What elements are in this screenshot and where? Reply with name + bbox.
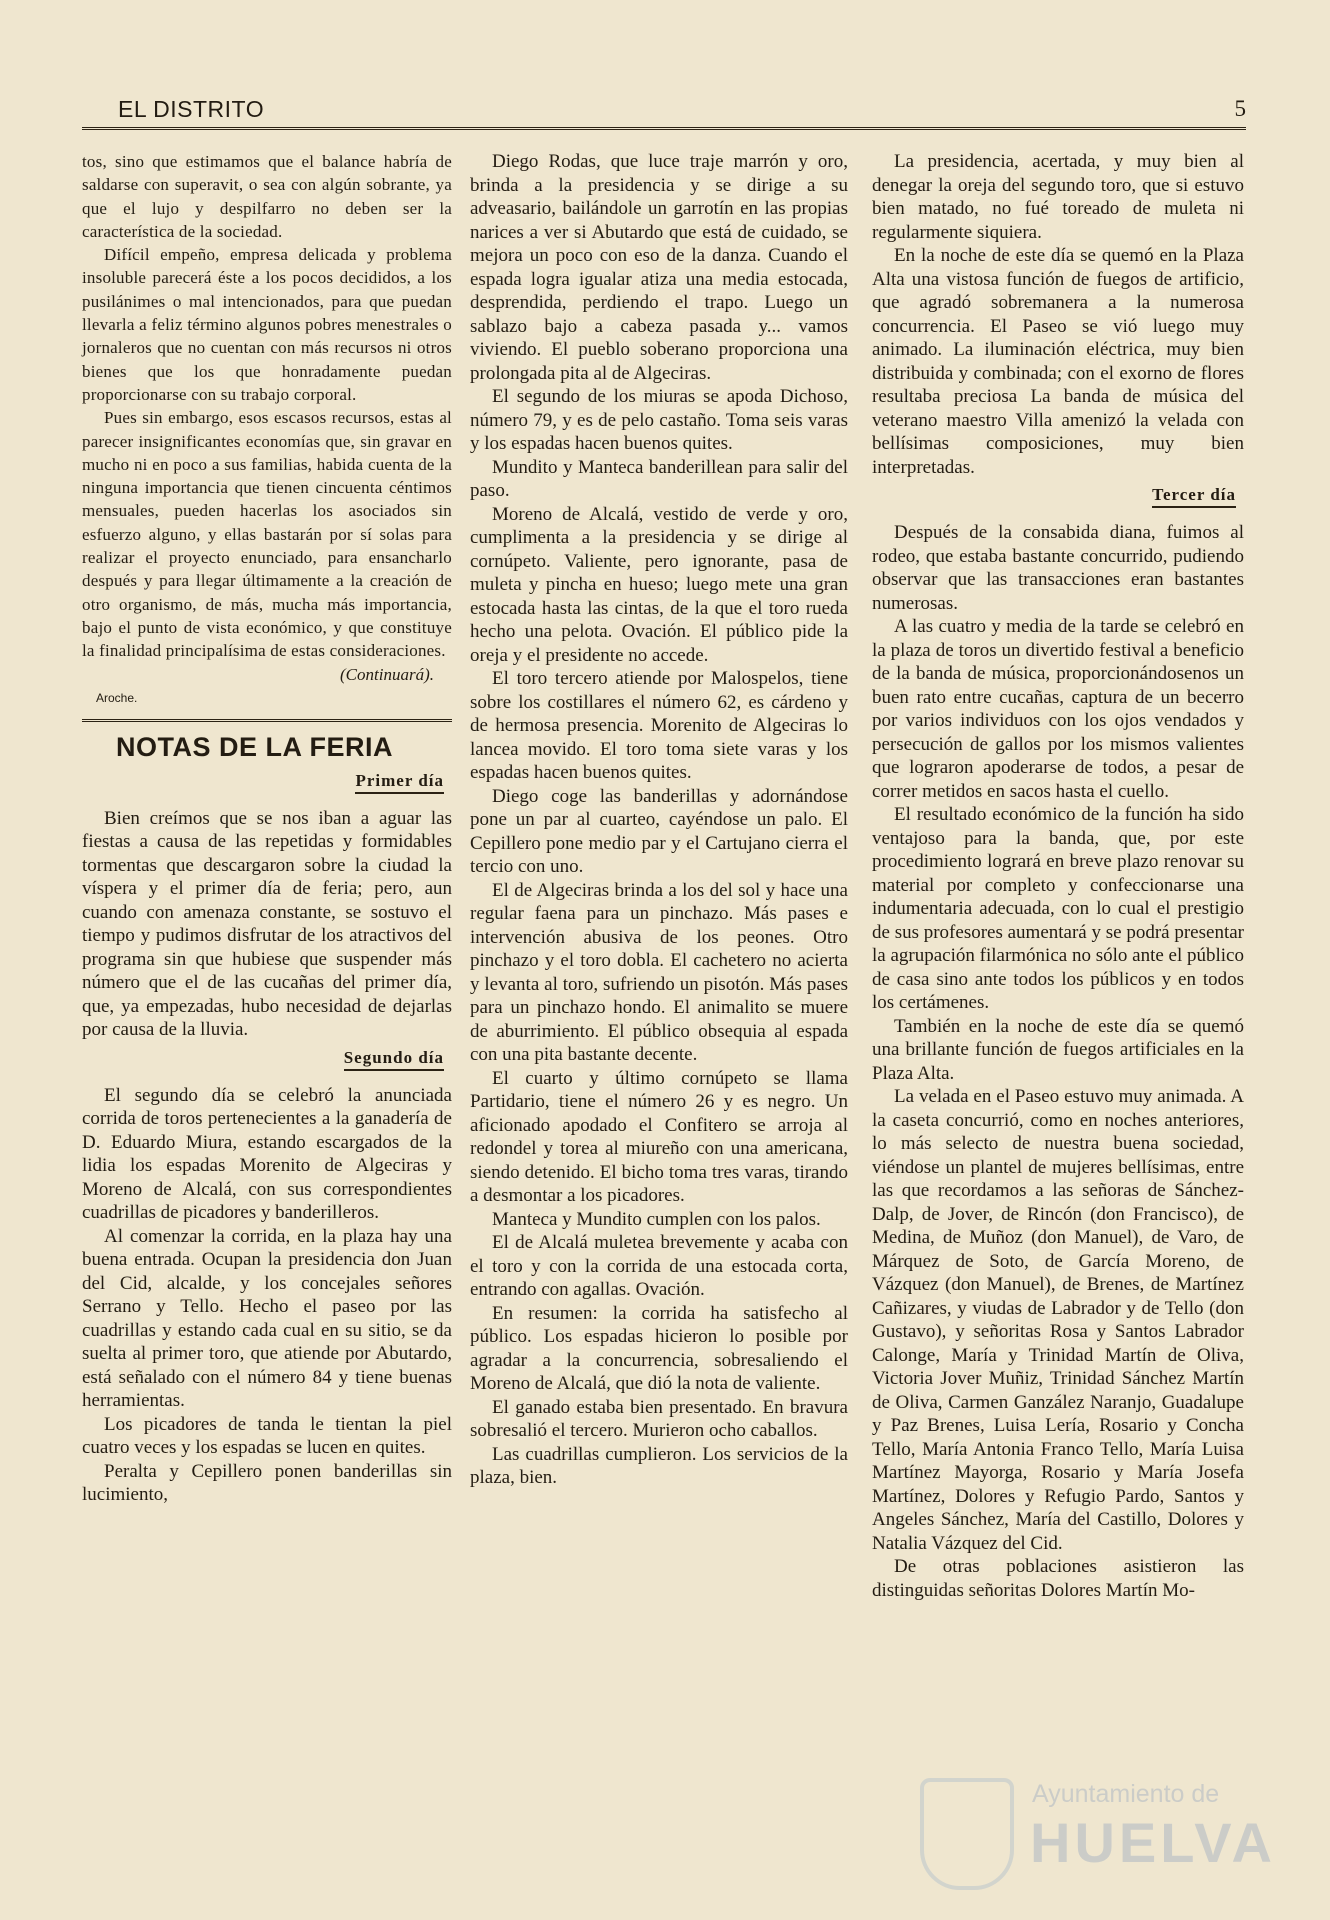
- paragraph: El de Alcalá muletea brevemente y acaba con el toro y con la corrida de una estocada corta, entrando con agallas. Ovación.: [470, 1232, 848, 1300]
- paragraph: De otras poblaciones asistieron las distinguidas señoritas Dolores Martín Mo-: [872, 1556, 1244, 1601]
- city-shield-icon: [920, 1778, 1014, 1890]
- paragraph: Pues sin embargo, esos escasos recursos, estas al parecer insignificantes economías que, sin gravar en mucho ni en poco a sus familias, habida cuenta de la ninguna importancia que tienen cincuenta céntimos mensuales, pueden hacerlas los asociados sin esfuerzo alguno, y ellas bastarán por sí solas para realizar el proyecto enunciado, para ensancharlo después y para llegar últimamente a la creación de otro organismo, de más, mucha más importancia, bajo el punto de vista económico, y que constituye la finalidad principalísima de estas consideraciones.: [82, 408, 452, 661]
- paragraph: Al comenzar la corrida, en la plaza hay una buena entrada. Ocupan la presidencia don Juan del Cid, alcalde, y los concejales señores Serrano y Tello. Hecho el paseo por las cuadrillas y estando cada cual en su sitio, se da suelta al primer toro, que atiende por Abutardo, está señalado con el número 84 y tiene buenas herramientas.: [82, 1225, 452, 1412]
- paragraph: Moreno de Alcalá, vestido de verde y oro, cumplimenta a la presidencia y se dirige al cornúpeto. Valiente, pero ignorante, pasa de muleta y pincha en hueso; luego mete una gran estocada hasta las cintas, de la que el toro rueda hecho una pelota. Ovación. El público pide la oreja y el presidente no accede.: [470, 503, 848, 666]
- paragraph: La presidencia, acertada, y muy bien al denegar la oreja del segundo toro, que si estuvo bien matado, no fué toreado de muleta ni regularmente siquiera.: [872, 151, 1244, 243]
- paragraph: tos, sino que estimamos que el balance habría de saldarse con superavit, o sea con algún sobrante, ya que el lujo y despilfarro no deben ser la característica de la sociedad.: [82, 152, 452, 241]
- paragraph: El de Algeciras brinda a los del sol y hace una regular faena para un pinchazo. Más pases e intervención abusiva de los peones. Otro pinchazo y el toro dobla. El cachetero no acierta y levanta al toro, sufriendo un pisotón. Más pases para un pinchazo hondo. El animalito se muere de aburrimiento. El público obsequia al espada con una pita bastante decente.: [470, 879, 848, 1065]
- subhead-first-day: [82, 771, 444, 791]
- page-number: 5: [1234, 96, 1246, 121]
- header-rule: [82, 127, 1246, 130]
- subhead-second-day: [82, 1048, 444, 1068]
- archive-watermark: [920, 1770, 1276, 1890]
- column-3: [872, 150, 1244, 1602]
- subhead-label: Tercer día: [1152, 485, 1236, 508]
- paragraph: El toro tercero atiende por Malospelos, tiene sobre los costillares el número 62, es cárdeno y de hermosa presencia. Morenito de Algeciras lo lancea movido. El toro toma siete varas y los espadas hacen buenos quites.: [470, 668, 848, 783]
- paragraph: Los picadores de tanda le tientan la piel cuatro veces y los espadas se lucen en quites.: [82, 1413, 452, 1459]
- section-rule: [82, 719, 452, 722]
- paragraph: Peralta y Cepillero ponen banderillas sin lucimiento,: [82, 1460, 452, 1506]
- paragraph: El segundo de los miuras se apoda Dichoso, número 79, y es de pelo castaño. Toma seis varas y los espadas hacen buenos quites.: [470, 386, 848, 454]
- subhead-third-day: [872, 485, 1236, 505]
- column-2: [470, 150, 848, 1490]
- paragraph: En la noche de este día se quemó en la Plaza Alta una vistosa función de fuegos de artificio, que agradó sobremanera a la numerosa concurrencia. El Paseo se vió luego muy animado. La iluminación eléctrica, muy bien distribuida y combinada; con el exorno de flores resultaba preciosa La banda de música del veterano maestro Villa amenizó la velada con bellísimas composiciones, muy bien interpretadas.: [872, 245, 1244, 478]
- paragraph: Difícil empeño, empresa delicada y problema insoluble parecerá éste a los pocos decididos, a los pusilánimes o mal intencionados, para que puedan llevarla a feliz término algunos pobres menestrales o jornaleros que no cuentan con más recursos ni otros bienes que los que honradamente puedan proporcionarse con su trabajo corporal.: [82, 245, 452, 404]
- section-title: NOTAS DE LA FERIA: [116, 731, 393, 762]
- watermark-subtitle: Ayuntamiento de: [1032, 1780, 1220, 1808]
- paragraph: El resultado económico de la función ha sido ventajoso para la banda, que, por este procedimiento logrará en breve plazo renovar su material por completo y confeccionarse una indumentaria adecuada, con lo cual el prestigio de sus profesores aumentará y se podrá presentar la agrupación filarmónica no sólo ante el público de casa sino ante todos los públicos y en todos los certámenes.: [872, 804, 1244, 1013]
- paragraph: Diego coge las banderillas y adornándose pone un par al cuarteo, cayéndose un palo. El Cepillero pone medio par y el Cartujano cierra el tercio con uno.: [470, 785, 848, 877]
- paragraph: El cuarto y último cornúpeto se llama Partidario, tiene el número 26 y es negro. Un aficionado apodado el Confitero se arroja al redondel y torea al miureño con una americana, siendo detenido. El bicho toma tres varas, tirando a desmontar a los picadores.: [470, 1067, 848, 1206]
- subhead-label: Segundo día: [344, 1048, 444, 1071]
- page-header: [82, 96, 1246, 126]
- subhead-label: Primer día: [355, 771, 444, 794]
- paragraph: A las cuatro y media de la tarde se celebró en la plaza de toros un divertido festival a beneficio de la banda de música, proporcionándosenos un buen rato entre cucañas, captura de un becerro por varios individuos con los ojos vendados y persecución de gallos por los mismos valientes que lograron apoderarse de todos, a pesar de correr metidos en sacos hasta el cuello.: [872, 616, 1244, 802]
- column-1: [82, 150, 452, 1507]
- newspaper-title: EL DISTRITO: [118, 96, 265, 122]
- continued-article: [82, 150, 452, 705]
- continuation-note: (Continuará).: [340, 664, 434, 684]
- paragraph: El segundo día se celebró la anunciada corrida de toros pertenecientes a la ganadería de D. Eduardo Miura, estando escargados de la lidia los espadas Morenito de Algeciras y Moreno de Alcalá, con sus correspondientes cuadrillas de picadores y banderilleros.: [82, 1084, 452, 1224]
- paragraph: En resumen: la corrida ha satisfecho al público. Los espadas hicieron lo posible por agradar a la concurrencia, sobresaliendo el Moreno de Alcalá, que dió la nota de valiente.: [470, 1302, 848, 1394]
- paragraph: La velada en el Paseo estuvo muy animada. A la caseta concurrió, como en noches anteriores, lo más selecto de nuestra buena sociedad, viéndose un plantel de mujeres bellísimas, entre las que recordamos a las señoras de Sánchez-Dalp, de Jover, de Rincón (don Francisco), de Medina, de Muñoz (don Manuel), de Varo, de Márquez de Soto, de García Moreno, de Vázquez (don Manuel), de Brenes, de Martínez Cañizares, y viudas de Labrador y de Tello (don Gustavo), y señoritas Rosa y Santos Labrador Calonge, María y Trinidad Martín de Oliva, Victoria Jover Muñiz, Trinidad Sánchez Martín de Oliva, Carmen Ganzález Naranjo, Guadalupe y Paz Brenes, Luisa Lería, Rosario y Concha Tello, María Antonia Franco Tello, María Luisa Martínez Mayorga, Rosario y María Josefa Martínez, Dolores y Refugio Pardo, Santos y Angeles Sánchez, María del Castillo, Dolores y Natalia Vázquez del Cid.: [872, 1086, 1244, 1554]
- author-signature: Aroche.: [96, 690, 138, 705]
- paragraph: También en la noche de este día se quemó una brillante función de fuegos artificiales en la Plaza Alta.: [872, 1015, 1244, 1084]
- watermark-title: HUELVA: [1030, 1811, 1276, 1874]
- paragraph: Diego Rodas, que luce traje marrón y oro, brinda a la presidencia y se dirige a su adveasario, bailándole un garrotín en las propias narices a ver si Abutardo que está de cuidado, se mejora un poco con eso de la danza. Cuando el espada logra igualar atiza una media estocada, desprendida, perdiendo el trapo. Luego un sablazo bajo a cabeza pasada y... vamos viviendo. El pueblo soberano proporciona una prolongada pita al de Algeciras.: [470, 151, 848, 384]
- paragraph: Manteca y Mundito cumplen con los palos.: [492, 1208, 821, 1230]
- paragraph: El ganado estaba bien presentado. En bravura sobresalió el tercero. Murieron ocho caballos.: [470, 1396, 848, 1441]
- paragraph: Mundito y Manteca banderillean para salir del paso.: [470, 456, 848, 501]
- paragraph: Las cuadrillas cumplieron. Los servicios de la plaza, bien.: [470, 1443, 848, 1488]
- paragraph: Después de la consabida diana, fuimos al rodeo, que estaba bastante concurrido, pudiendo observar que las transacciones eran bastantes numerosas.: [872, 522, 1244, 614]
- paragraph: Bien creímos que se nos iban a aguar las fiestas a causa de las repetidas y formidables tormentas que descargaron sobre la ciudad la víspera y el primer día de feria; pero, aun cuando con amenaza constante, se sostuvo el tiempo y pudimos disfrutar de los atractivos del programa sin que hubiese que suspender más número que el de las cucañas del primer día, que, ya empezadas, hubo necesidad de dejarlas por causa de la lluvia.: [82, 807, 452, 1041]
